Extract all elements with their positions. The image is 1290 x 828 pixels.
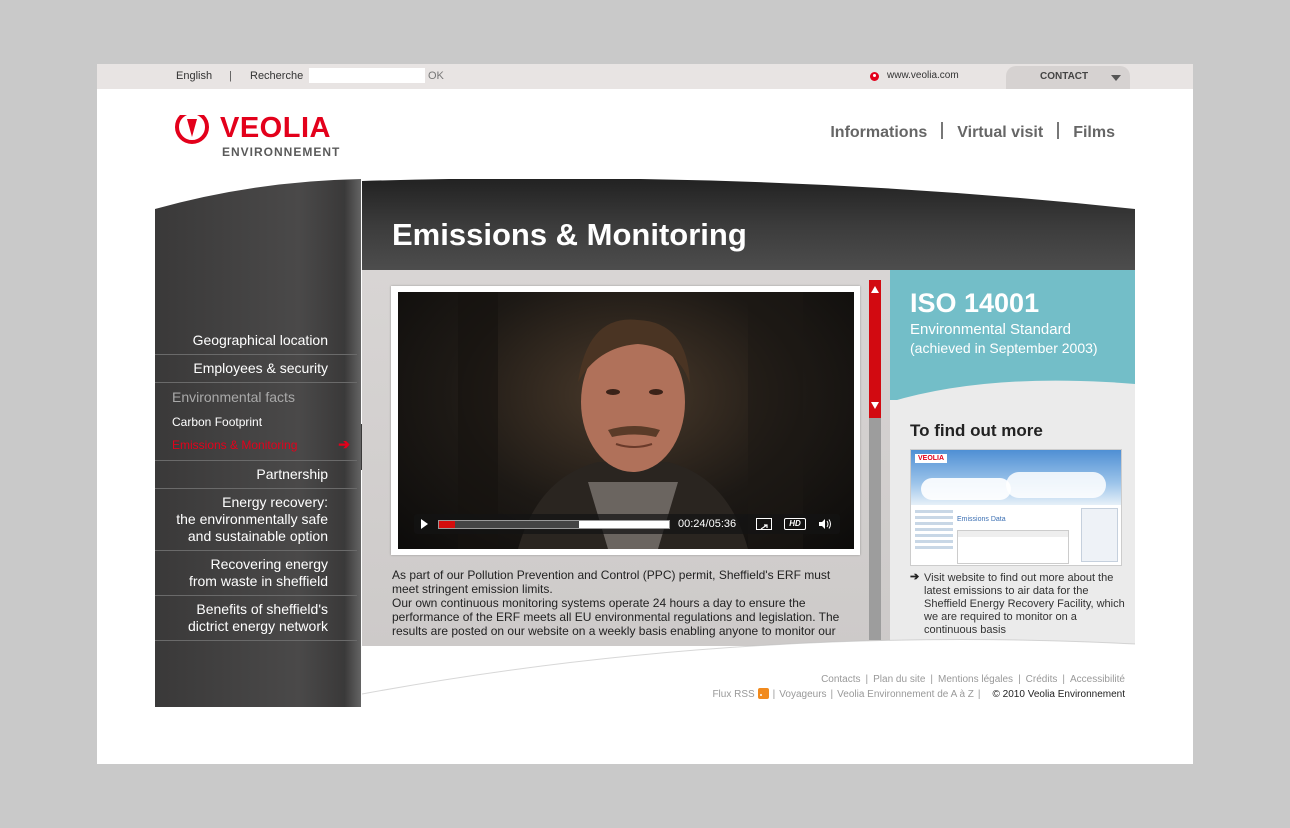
sidebar-group-environmental-facts: Environmental facts xyxy=(172,389,295,405)
language-link[interactable]: English xyxy=(176,70,213,82)
sidebar-item-district-energy[interactable]: Benefits of sheffield's dictrict energy network xyxy=(155,596,357,641)
sidebar-item-partnership[interactable]: Partnership xyxy=(155,461,357,489)
separator: | xyxy=(229,70,232,82)
iso-date: (achieved in September 2003) xyxy=(910,340,1098,356)
right-panel xyxy=(890,270,1135,650)
description-paragraph-2: Our own continuous monitoring systems operate 24 hours a day to ensure the performance of the ERF meets all EU environmental regulations and legislation. The results are posted on our website on a weekly basis enabling anyone to monitor our xyxy=(392,596,840,638)
page-banner xyxy=(362,179,1135,270)
main-content xyxy=(362,270,890,646)
thumbnail-logo: VEOLIA xyxy=(915,454,947,463)
sidebar-menu xyxy=(155,327,357,641)
footer-separator: | xyxy=(830,689,834,700)
footer-separator: | xyxy=(772,689,776,700)
iso-bottom-curve xyxy=(890,376,1135,402)
footer-separator: | xyxy=(1018,674,1021,685)
footer-link-sitemap[interactable]: Plan du site xyxy=(873,674,926,685)
search-label: Recherche xyxy=(250,70,304,82)
thumbnail-cloud xyxy=(1006,472,1106,498)
footer-links-secondary xyxy=(712,688,1125,700)
video-time-separator: / xyxy=(705,518,709,530)
nav-virtual-visit[interactable]: Virtual visit xyxy=(957,124,1044,141)
footer-separator: | xyxy=(977,689,981,700)
contact-label: CONTACT xyxy=(1040,71,1089,82)
caret-down-icon xyxy=(1111,75,1121,81)
arrow-right-icon: ➔ xyxy=(910,571,920,583)
content-scrollbar[interactable] xyxy=(869,280,881,640)
footer-separator: | xyxy=(865,674,869,685)
video-controls xyxy=(414,514,840,534)
veolia-logo-icon xyxy=(175,110,209,144)
scrollbar-thumb[interactable] xyxy=(869,280,881,418)
sidebar-item-geographical-location[interactable]: Geographical location xyxy=(155,327,357,355)
footer-links xyxy=(821,674,1125,685)
visit-website-text: Visit website to find out more about the latest emissions to air data for the Sheffield Energy Recovery Facility, which we are required to monitor on a continuous basis xyxy=(924,572,1125,636)
iso-subtitle: Environmental Standard xyxy=(910,321,1071,338)
description-paragraph-1: As part of our Pollution Prevention and Control (PPC) permit, Sheffield's ERF must meet stringent emission limits. xyxy=(392,568,831,596)
iso-panel xyxy=(890,270,1135,400)
footer-link-contacts[interactable]: Contacts xyxy=(821,674,861,685)
sidebar-item-energy-recovery[interactable]: Energy recovery: the environmentally safe and sustainable option xyxy=(155,489,357,551)
nav-films[interactable]: Films xyxy=(1073,124,1115,141)
copyright: © 2010 Veolia Environnement xyxy=(992,689,1125,700)
arrow-right-icon: ➔ xyxy=(338,436,350,452)
sidebar-subitem-emissions-monitoring[interactable] xyxy=(155,434,357,461)
volume-icon[interactable] xyxy=(818,518,832,530)
find-out-more-heading: To find out more xyxy=(910,421,1043,440)
footer-link-legal[interactable]: Mentions légales xyxy=(938,674,1014,685)
footer-link-accessibility[interactable]: Accessibilité xyxy=(1069,674,1125,685)
sidebar-top-curve xyxy=(155,179,361,219)
thumbnail-title: Emissions Data xyxy=(957,516,1006,523)
banner-top-curve xyxy=(362,179,1135,209)
video-buffer-fill xyxy=(439,521,579,528)
footer-link-rss[interactable]: Flux RSS xyxy=(712,689,755,700)
sidebar xyxy=(155,179,361,707)
fullscreen-icon[interactable] xyxy=(756,518,772,530)
thumbnail-cloud xyxy=(921,478,1011,500)
thumbnail-menu xyxy=(915,510,953,552)
visit-website-link[interactable] xyxy=(910,572,1128,637)
search-input[interactable] xyxy=(309,68,425,83)
search-ok-button[interactable]: OK xyxy=(428,70,444,82)
video-seek-bar[interactable] xyxy=(438,520,670,529)
logo-brand: VEOLIA xyxy=(220,112,331,144)
footer-separator: | xyxy=(930,674,934,685)
scroll-down-icon[interactable] xyxy=(871,402,879,409)
iso-heading: ISO 14001 xyxy=(910,288,1040,318)
main-nav xyxy=(830,122,1115,142)
thumbnail-sidebox xyxy=(1081,508,1118,562)
nav-divider xyxy=(941,122,943,139)
footer-link-voyageurs[interactable]: Voyageurs xyxy=(779,689,827,700)
website-thumbnail[interactable] xyxy=(910,449,1122,566)
hd-toggle-button[interactable]: HD xyxy=(784,518,806,530)
page-frame xyxy=(97,64,1193,764)
logo-subtitle: ENVIRONNEMENT xyxy=(222,145,341,159)
rss-icon[interactable] xyxy=(758,688,769,699)
contact-dropdown[interactable] xyxy=(1006,66,1130,89)
video-screen[interactable] xyxy=(398,292,854,549)
video-time xyxy=(678,518,736,530)
video-duration: 05:36 xyxy=(708,518,737,530)
veolia-dot-icon xyxy=(870,72,879,81)
scroll-up-icon[interactable] xyxy=(871,286,879,293)
veolia-site-link[interactable]: www.veolia.com xyxy=(887,70,959,81)
utility-bar xyxy=(97,64,1193,89)
nav-divider xyxy=(1057,122,1059,139)
veolia-logo[interactable] xyxy=(175,110,357,162)
sidebar-item-employees-security[interactable]: Employees & security xyxy=(155,355,357,383)
video-player[interactable] xyxy=(391,286,860,555)
footer-separator: | xyxy=(1062,674,1065,685)
nav-informations[interactable]: Informations xyxy=(830,124,928,141)
page-title: Emissions & Monitoring xyxy=(392,217,747,252)
thumbnail-table xyxy=(957,530,1069,564)
footer-link-a-to-z[interactable]: Veolia Environnement de A à Z xyxy=(837,689,974,700)
video-current-time: 00:24 xyxy=(678,518,706,530)
video-frame-image xyxy=(398,292,854,549)
sidebar-item-recovering-energy[interactable]: Recovering energy from waste in sheffield xyxy=(155,551,357,596)
sidebar-subitem-label: Emissions & Monitoring xyxy=(172,438,298,452)
sidebar-subitem-carbon-footprint[interactable]: Carbon Footprint xyxy=(172,415,263,429)
video-progress-fill xyxy=(439,521,455,528)
play-icon[interactable] xyxy=(421,519,428,529)
description-text xyxy=(392,568,850,638)
footer-link-credits[interactable]: Crédits xyxy=(1025,674,1058,685)
